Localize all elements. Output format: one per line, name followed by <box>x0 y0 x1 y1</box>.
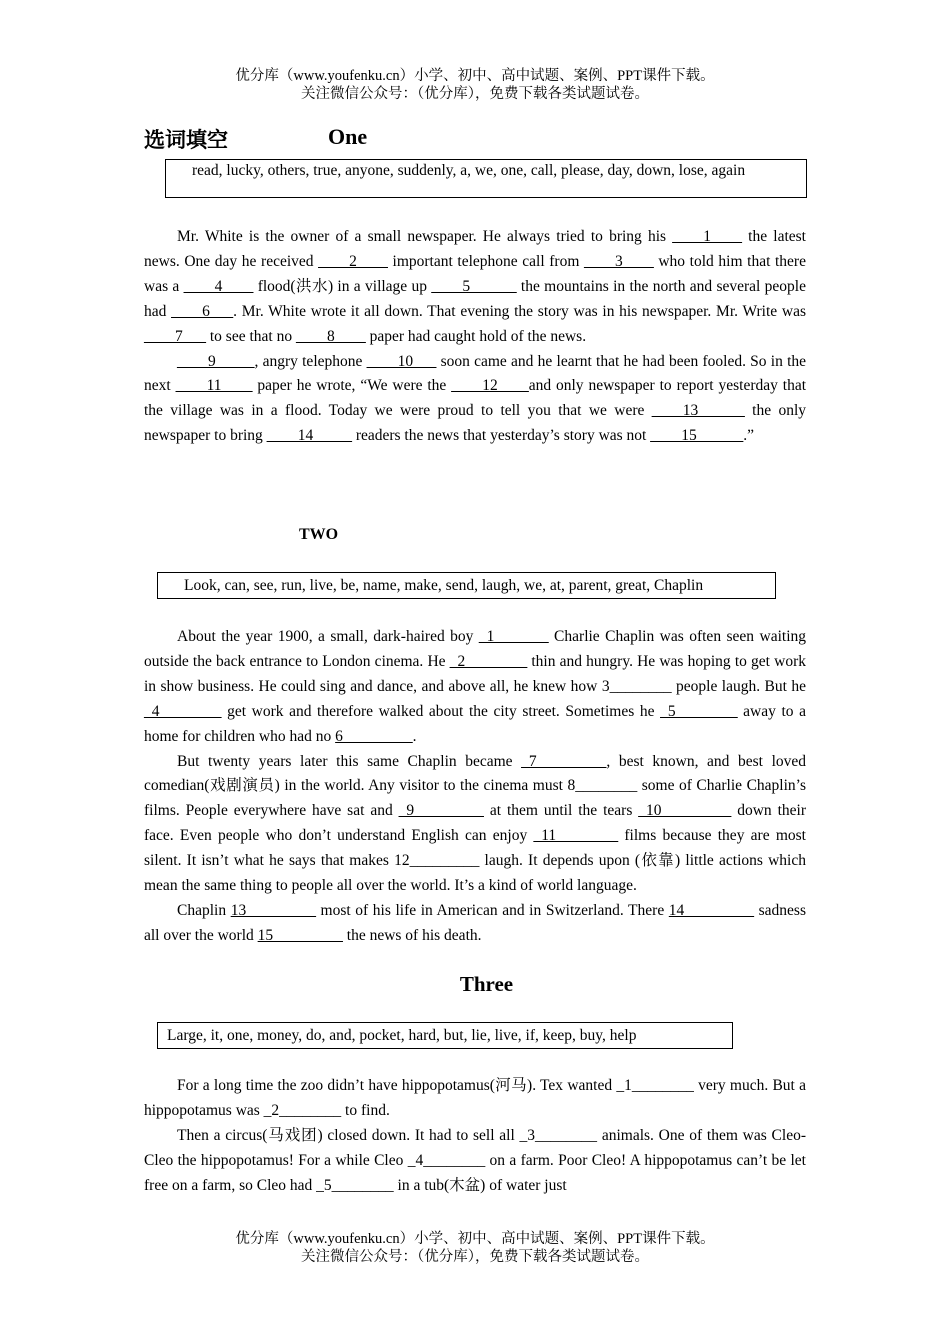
page-header <box>0 67 950 103</box>
blank-6[interactable]: 6_________ <box>335 727 413 745</box>
section-one-word-bank: read, lucky, others, true, anyone, suddenly, a, we, one, call, please, day, down, lose, again <box>165 159 807 198</box>
section-one-paragraph-2: ____9_____, angry telephone ____10___ soon came and he learnt that he had been fooled. So in the next ____11____ paper he wrote, “We were the ____12____and only newspaper to report yesterday that the village was in a flood. Today we were proud to tell you that we were ____13______ the only newspaper to bring ____14_____ readers the news that yesterday’s story was not ____15______.” <box>144 352 807 445</box>
blank-5[interactable]: _5________ <box>660 702 738 720</box>
blank-11[interactable]: _11________ <box>533 827 619 845</box>
blank-14[interactable]: 14_________ <box>668 901 755 919</box>
blank-15[interactable]: ____15______ <box>650 427 744 445</box>
footer-line-1: 优分库（www.youfenku.cn）小学、初中、高中试题、案例、PPT课件下载。 <box>235 1231 715 1247</box>
blank-2[interactable]: _2________ <box>449 652 528 670</box>
section-three-word-bank: Large, it, one, money, do, and, pocket, hard, but, lie, live, if, keep, buy, help <box>157 1022 733 1049</box>
blank-2[interactable]: ____2____ <box>318 252 388 270</box>
blank-1[interactable]: ____1____ <box>672 228 742 245</box>
blank-13[interactable]: 13_________ <box>230 901 316 919</box>
page-footer <box>0 1230 950 1266</box>
blank-13[interactable]: ____13______ <box>651 402 745 420</box>
section-one-passage <box>144 225 806 449</box>
section-three-paragraph-1: For a long time the zoo didn’t have hippopotamus(河马). Tex wanted _1________ very much. But a hippopotamus was _2________ to find. <box>144 1077 806 1119</box>
section-three-passage <box>144 1074 806 1199</box>
section-one-title: One <box>328 124 368 149</box>
blank-1[interactable]: _1_______ <box>478 628 549 645</box>
blank-7[interactable]: _7_________ <box>521 752 607 770</box>
blank-9[interactable]: ____9_____ <box>177 352 255 370</box>
header-line-1: 优分库（www.youfenku.cn）小学、初中、高中试题、案例、PPT课件下载。 <box>235 68 715 84</box>
blank-10[interactable]: _10_________ <box>638 802 732 820</box>
blank-4[interactable]: _4________ <box>144 702 222 720</box>
blank-5[interactable]: ____5______ <box>431 277 517 295</box>
blank-6[interactable]: ____6___ <box>171 302 234 320</box>
blank-11[interactable]: ____11____ <box>175 377 253 395</box>
blank-3[interactable]: ____3____ <box>584 252 654 270</box>
blank-7[interactable]: ____7___ <box>144 327 206 345</box>
blank-9[interactable]: _9_________ <box>398 802 484 820</box>
section-two-paragraph-2: But twenty years later this same Chaplin became _7_________, best known, and best loved comedian(戏剧演员) in the world. Any visitor to the cinema must 8________ some of Charlie Chaplin’s films. People everywhere have sat and _9_________ at them until the tears _10_________ down their face. Even people who don’t understand English can enjoy _11________ films because they are most silent. It isn’t what he says that makes 12_________ laugh. It depends upon (依靠) little actions which mean the same thing to people all over the world. It’s a kind of world language. <box>144 752 807 895</box>
section-two-word-bank: Look, can, see, run, live, be, name, make, send, laugh, we, at, parent, great, Chaplin <box>157 572 776 599</box>
blank-14[interactable]: ____14_____ <box>266 427 352 445</box>
section-two-title: TWO <box>299 526 339 543</box>
page-title: 选词填空 <box>144 128 228 152</box>
blank-15[interactable]: 15_________ <box>257 926 343 944</box>
blank-8[interactable]: ____8____ <box>295 327 366 345</box>
section-three-title: Three <box>459 972 514 996</box>
section-three-paragraph-2: Then a circus(马戏团) closed down. It had to sell all _3________ animals. One of them was Cleo-Cleo the hippopotamus! For a while Cleo _4________ on a farm. Poor Cleo! A hippopotamus can’t be let free on a farm, so Cleo had _5________ in a tub(木盆) of water just <box>144 1126 806 1194</box>
section-two-paragraph-1: About the year 1900, a small, dark-haired boy _1_______ Charlie Chaplin was often seen waiting outside the back entrance to London cinema. He _2________ thin and hungry. He was hoping to get work in show business. He could sing and dance, and above all, he knew how 3________ people laugh. But he _4________ get work and therefore walked about the city street. Sometimes he _5________ away to a home for children who had no 6_________. <box>144 628 807 745</box>
header-line-2: 关注微信公众号：（优分库），免费下载各类试题试卷。 <box>301 86 649 102</box>
blank-10[interactable]: ____10___ <box>366 352 437 370</box>
blank-4[interactable]: ____4____ <box>183 277 254 295</box>
section-two-passage <box>144 625 806 949</box>
section-two-paragraph-3: Chaplin 13_________ most of his life in American and in Switzerland. There 14_________ sadness all over the world 15_________ the news of his death. <box>144 901 806 944</box>
blank-12[interactable]: ____12____ <box>451 377 529 395</box>
section-one-paragraph-1: Mr. White is the owner of a small newspaper. He always tried to bring his ____1____ the latest news. One day he received ____2____ important telephone call from ____3____ who told him that there was a ____4____ flood(洪水) in a village up ____5______ the mountains in the north and several people had ____6___. Mr. White wrote it all down. That evening the story was in his newspaper. Mr. Write was ____7___ to see that no ____8____ paper had caught hold of the news. <box>144 228 806 345</box>
footer-line-2: 关注微信公众号：（优分库），免费下载各类试题试卷。 <box>301 1249 649 1265</box>
